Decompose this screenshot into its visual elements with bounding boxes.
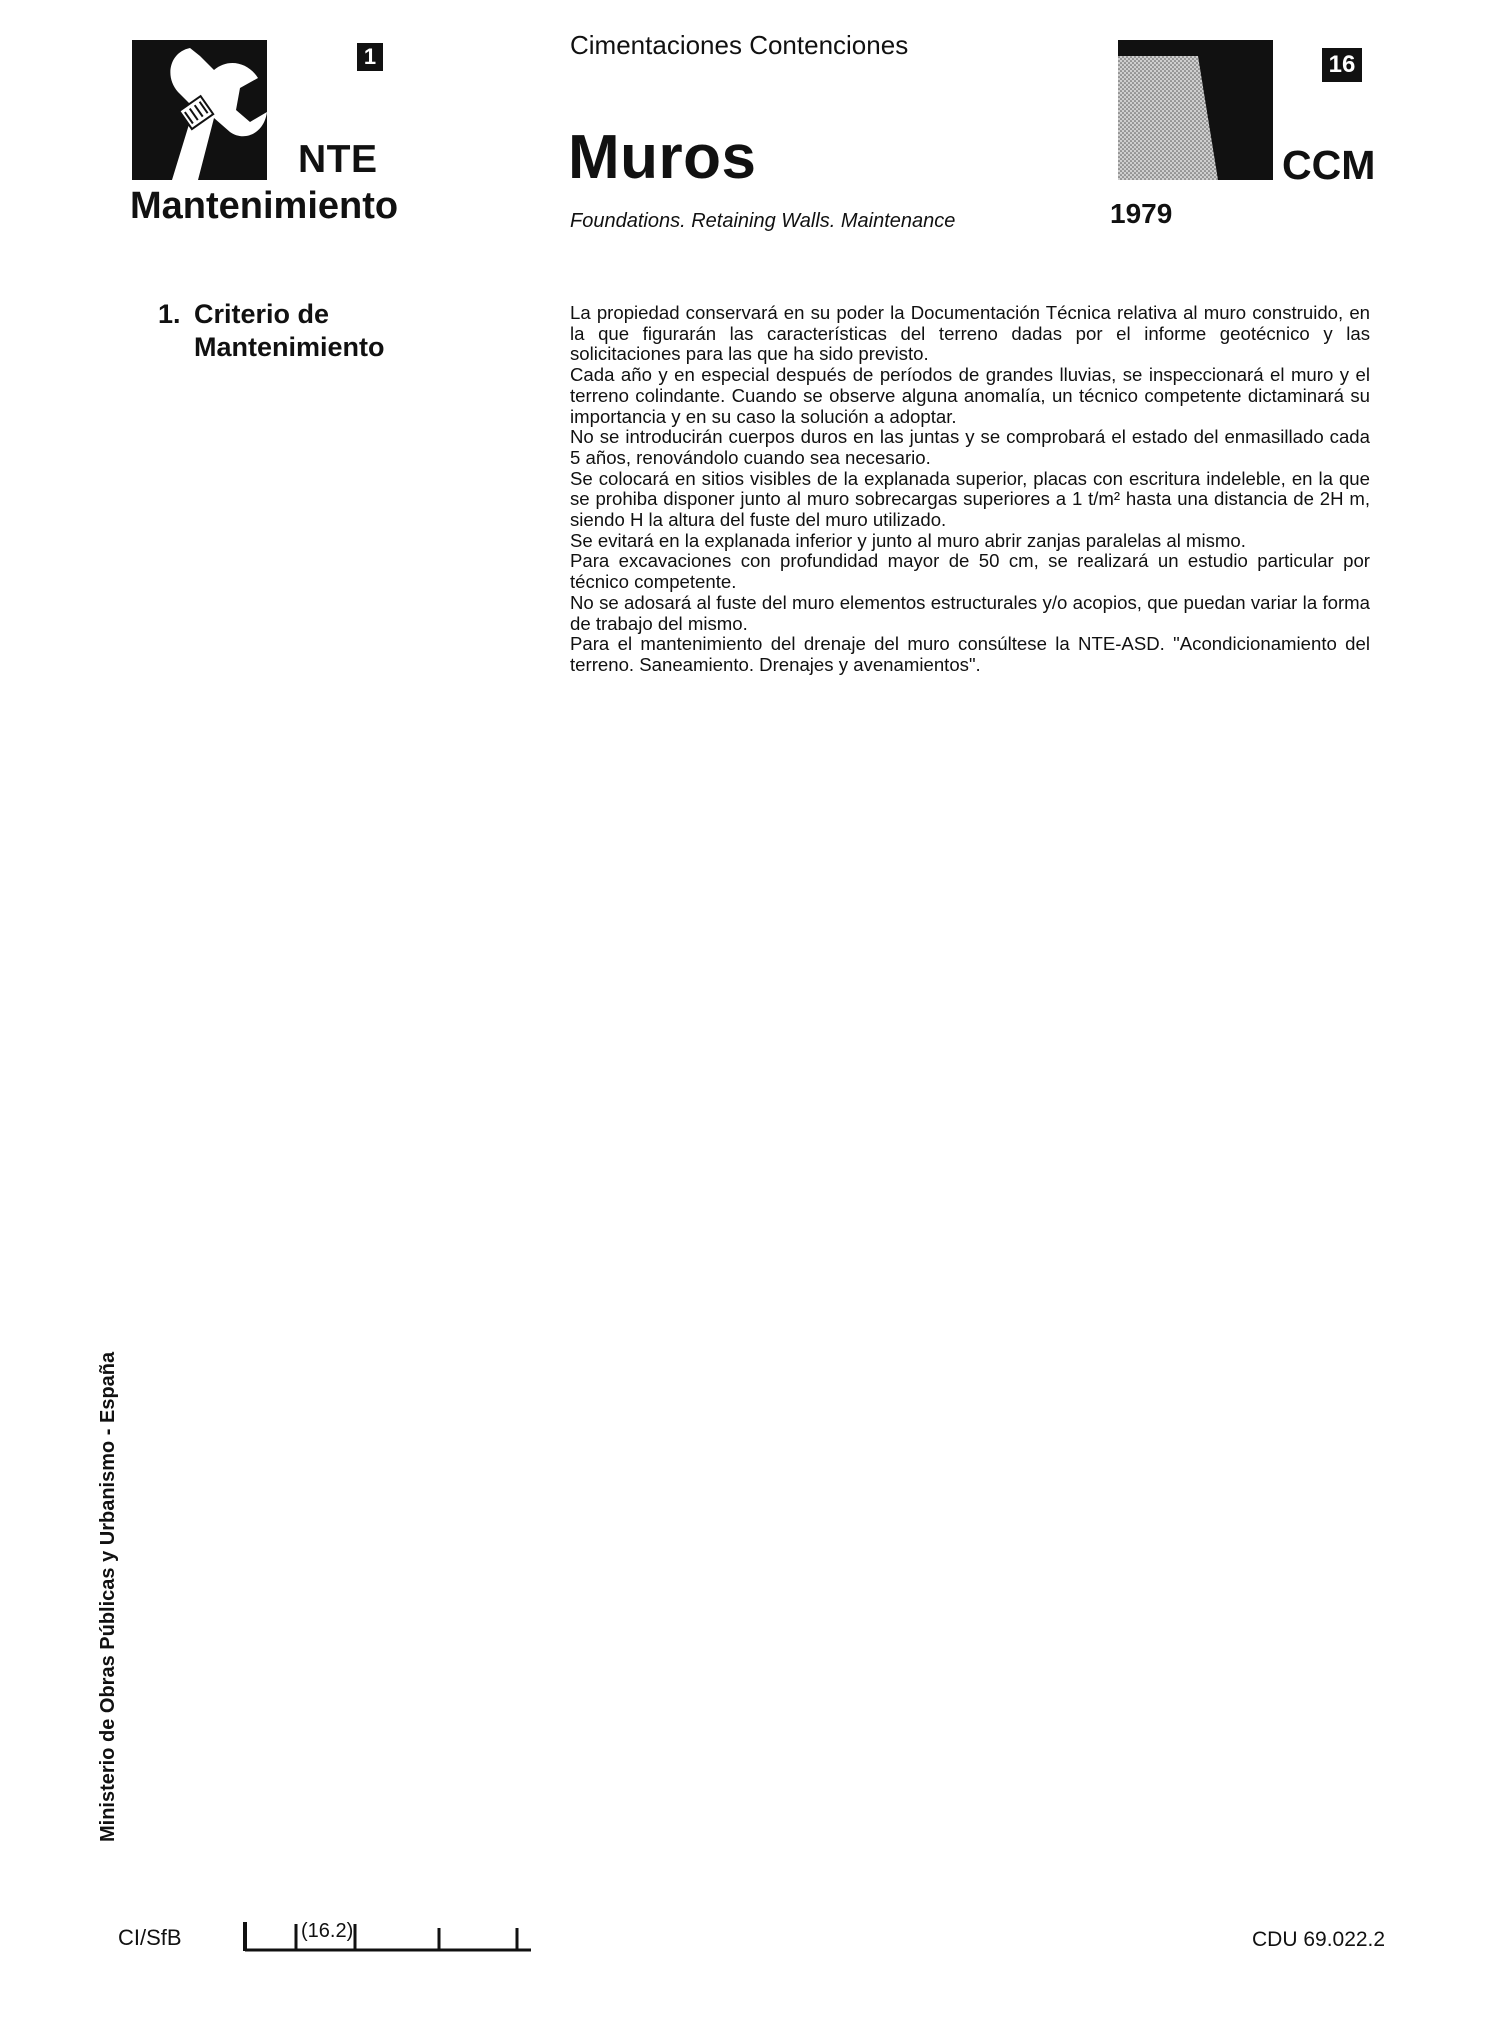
paragraph: Para excavaciones con profundidad mayor de 50 cm, se realizará un estudio particular por técnico competente. — [570, 550, 1370, 593]
ministry-vertical-label: Ministerio de Obras Públicas y Urbanismo - España — [97, 1351, 119, 1842]
cisfb-classification-bar — [243, 1918, 533, 1954]
paragraph: No se adosará al fuste del muro elementos estructurales y/o acopios, que puedan variar la forma de trabajo del mismo. — [570, 591, 1370, 634]
maintenance-label: Mantenimiento — [130, 185, 399, 227]
retaining-wall-icon — [1118, 40, 1273, 180]
ccm-code: CCM — [1282, 142, 1376, 188]
wrench-logo-icon — [132, 40, 267, 180]
page-title: Muros — [568, 123, 757, 192]
section-heading — [158, 298, 385, 364]
nte-label: NTE — [298, 138, 378, 181]
section-number: 1. — [158, 299, 181, 329]
chapter-badge: 1 — [357, 43, 383, 71]
paragraph: Para el mantenimiento del drenaje del muro consúltese la NTE-ASD. "Acondicionamiento del terreno. Saneamiento. Drenajes y avenamientos". — [570, 633, 1370, 675]
section-heading-line2: Mantenimiento — [194, 332, 385, 362]
category-label: Cimentaciones Contenciones — [570, 30, 909, 60]
year-label: 1979 — [1110, 198, 1173, 229]
cisfb-label: CI/SfB — [118, 1925, 182, 1950]
english-subtitle: Foundations. Retaining Walls. Maintenance — [570, 210, 956, 232]
paragraph: No se introducirán cuerpos duros en las juntas y se comprobará el estado del enmasillado cada 5 años, renovándolo cuando sea necesario. — [570, 426, 1370, 468]
paragraph: Se colocará en sitios visibles de la explanada superior, placas con escritura indeleble, en la que se prohiba disponer junto al muro sobrecargas superiores a 1 t/m² hasta una distancia de 2H m, siendo H la altura del fuste del muro utilizado. — [570, 467, 1370, 531]
paragraph: La propiedad conservará en su poder la Documentación Técnica relativa al muro construido, en la que figurarán las características del terreno dadas por el informe geotécnico y las solicitaciones para las que ha sido previsto. — [570, 302, 1370, 365]
page-number-badge: 16 — [1322, 48, 1362, 82]
paragraph: Se evitará en la explanada inferior y junto al muro abrir zanjas paralelas al mismo. — [570, 529, 1246, 551]
cisfb-code: (16.2) — [301, 1920, 354, 1942]
paragraph: Cada año y en especial después de períodos de grandes lluvias, se inspeccionará el muro y el terreno colindante. Cuando se observe alguna anomalía, un técnico competente dictaminará su importancia y en su caso la solución a adoptar. — [570, 364, 1370, 427]
cdu-code: CDU 69.022.2 — [1252, 1928, 1386, 1951]
section-body — [570, 303, 1370, 676]
section-heading-line1: Criterio de — [194, 299, 330, 329]
